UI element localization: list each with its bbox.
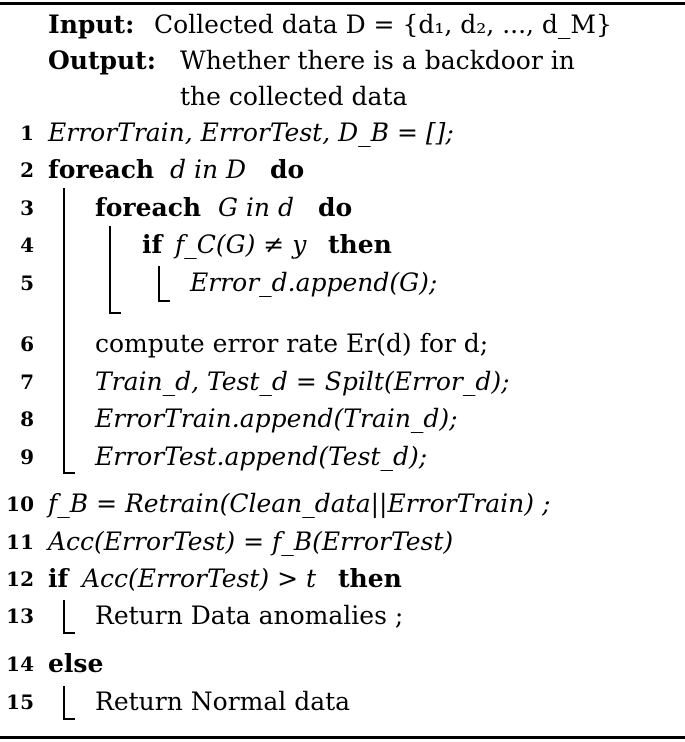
block-bar-outer-foreach bbox=[63, 188, 65, 474]
algo-line-12 bbox=[0, 560, 685, 598]
line-number: 14 bbox=[6, 652, 34, 676]
block-bar-if bbox=[158, 266, 160, 302]
line-text: ErrorTrain, ErrorTest, D_B = []; bbox=[48, 118, 454, 147]
algo-line-10 bbox=[0, 485, 685, 523]
line-number: 9 bbox=[20, 445, 34, 469]
line-text: Train_d, Test_d = Spilt(Error_d); bbox=[95, 367, 510, 396]
line-number: 13 bbox=[6, 604, 34, 628]
keyword-else: else bbox=[48, 649, 104, 678]
line-number: 7 bbox=[20, 370, 34, 394]
line-number: 5 bbox=[20, 271, 34, 295]
input-label: Input: bbox=[48, 10, 135, 39]
algo-line-4 bbox=[0, 226, 685, 264]
line-number: 10 bbox=[6, 492, 34, 516]
block-bar-then bbox=[63, 600, 65, 634]
output-line-2 bbox=[0, 78, 685, 116]
output-label: Output: bbox=[48, 46, 156, 75]
algo-line-13 bbox=[0, 597, 685, 635]
keyword-foreach: foreach bbox=[95, 193, 202, 222]
algo-line-8 bbox=[0, 400, 685, 438]
keyword-foreach: foreach bbox=[48, 155, 155, 184]
block-bar-inner-foreach bbox=[109, 226, 111, 314]
line-text: ErrorTrain.append(Train_d); bbox=[95, 404, 458, 433]
line-number: 1 bbox=[20, 121, 34, 145]
line-number: 3 bbox=[20, 196, 34, 220]
keyword-then: then bbox=[338, 564, 402, 593]
keyword-if: if bbox=[142, 230, 163, 259]
keyword-do: do bbox=[318, 193, 353, 222]
line-text: Return Data anomalies ; bbox=[95, 601, 404, 630]
line-text: f_B = Retrain(Clean_data||ErrorTrain) ; bbox=[48, 489, 551, 518]
line-number: 6 bbox=[20, 332, 34, 356]
algo-line-7 bbox=[0, 363, 685, 401]
keyword-if: if bbox=[48, 564, 69, 593]
block-tick-if bbox=[158, 300, 170, 302]
line-number: 8 bbox=[20, 407, 34, 431]
input-line bbox=[0, 6, 685, 44]
line-number: 15 bbox=[6, 690, 34, 714]
algo-line-1 bbox=[0, 114, 685, 152]
line-text: ErrorTest.append(Test_d); bbox=[95, 442, 428, 471]
loop-condition: G in d bbox=[218, 193, 294, 222]
block-tick-then bbox=[63, 632, 75, 634]
output-line bbox=[0, 42, 685, 80]
block-tick-inner-foreach bbox=[109, 312, 121, 314]
line-text: compute error rate Er(d) for d; bbox=[95, 329, 489, 358]
keyword-do: do bbox=[270, 155, 305, 184]
block-tick-outer-foreach bbox=[63, 472, 75, 474]
line-text: Return Normal data bbox=[95, 687, 351, 716]
algo-line-2 bbox=[0, 151, 685, 189]
if-condition: f_C(G) ≠ y bbox=[175, 230, 307, 259]
output-text-1: Whether there is a backdoor in bbox=[180, 46, 575, 75]
line-text: Acc(ErrorTest) = f_B(ErrorTest) bbox=[48, 527, 454, 556]
algo-line-3 bbox=[0, 189, 685, 227]
keyword-then: then bbox=[328, 230, 392, 259]
algo-line-11 bbox=[0, 523, 685, 561]
loop-condition: d in D bbox=[170, 155, 247, 184]
top-rule bbox=[0, 2, 685, 5]
line-number: 2 bbox=[20, 158, 34, 182]
algo-line-15 bbox=[0, 683, 685, 721]
line-number: 11 bbox=[6, 530, 34, 554]
output-text-2: the collected data bbox=[180, 82, 408, 111]
line-number: 12 bbox=[6, 567, 34, 591]
algo-line-5 bbox=[0, 264, 685, 302]
line-number: 4 bbox=[20, 233, 34, 257]
if-condition: Acc(ErrorTest) > t bbox=[82, 564, 317, 593]
algo-line-6 bbox=[0, 325, 685, 363]
block-tick-else bbox=[63, 718, 75, 720]
line-text: Error_d.append(G); bbox=[190, 268, 438, 297]
input-text: Collected data D = {d₁, d₂, ..., d_M} bbox=[154, 10, 612, 39]
algo-line-9 bbox=[0, 438, 685, 476]
block-bar-else bbox=[63, 686, 65, 720]
bottom-rule bbox=[0, 736, 685, 739]
algo-line-14 bbox=[0, 645, 685, 683]
